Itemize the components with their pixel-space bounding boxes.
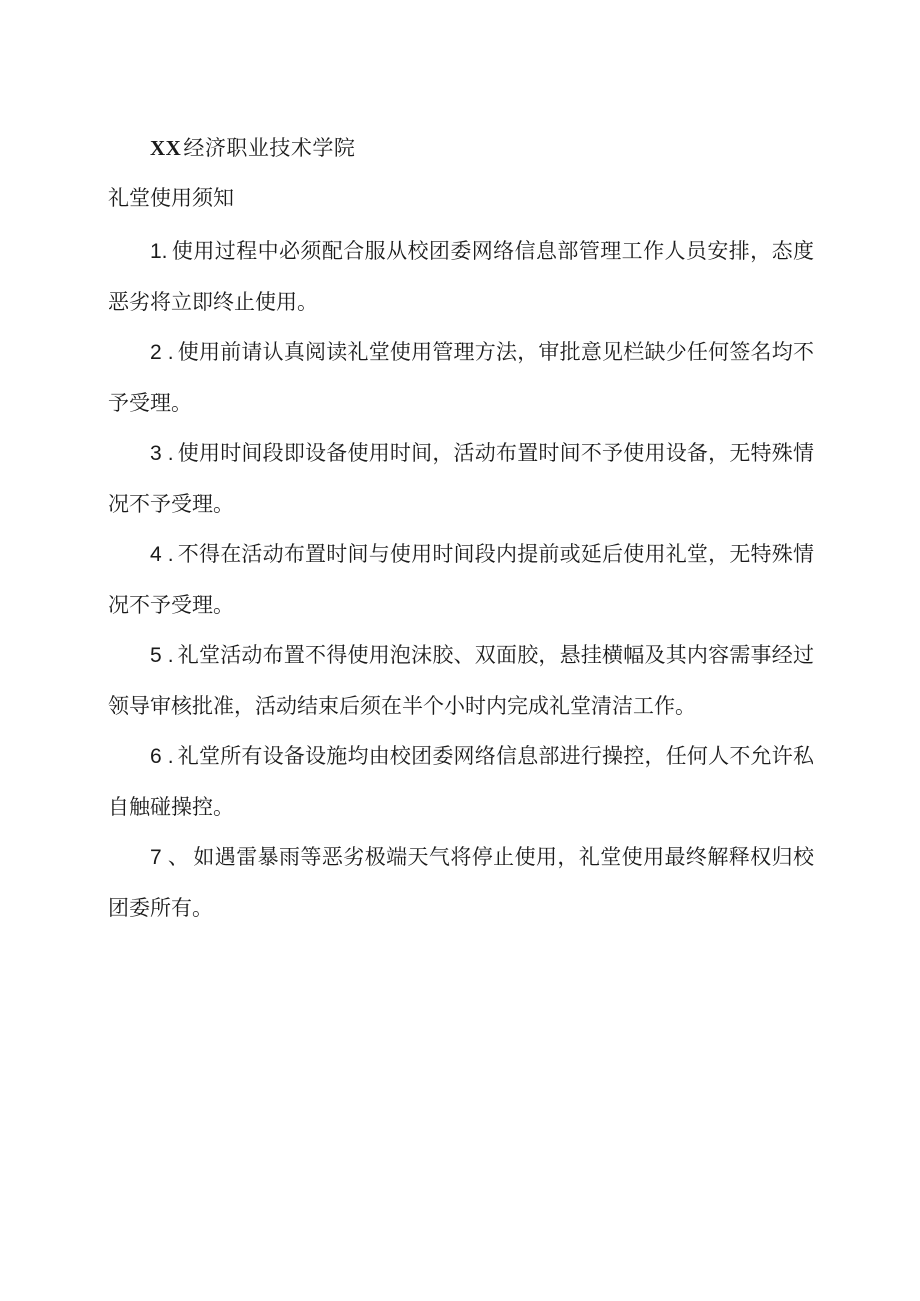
notice-item-7: [108, 832, 814, 933]
item-text: 使用前请认真阅读礼堂使用管理方法，审批意见栏缺少任何签名均不予受理。: [108, 340, 814, 415]
item-number: 6 .: [150, 745, 174, 768]
notice-item-6: [108, 731, 814, 832]
notice-item-2: [108, 327, 814, 428]
item-text: 礼堂活动布置不得使用泡沫胶、双面胶，悬挂横幅及其内容需事经过领导审核批准，活动结束后须在半个小时内完成礼堂清洁工作。: [108, 643, 814, 718]
document-title: 礼堂使用须知: [108, 186, 234, 210]
notice-list: [108, 226, 814, 933]
item-text: 如遇雷暴雨等恶劣极端天气将停止使用，礼堂使用最终解释权归校团委所有。: [108, 845, 815, 920]
item-number: 5 .: [150, 644, 174, 667]
item-text: 不得在活动布置时间与使用时间段内提前或延后使用礼堂，无特殊情况不予受理。: [108, 542, 814, 617]
notice-item-4: [108, 529, 814, 630]
notice-item-5: [108, 630, 814, 731]
notice-item-3: [108, 428, 814, 529]
item-number: 7 、: [150, 846, 190, 869]
item-number: 3 .: [150, 442, 174, 465]
item-text: 使用过程中必须配合服从校团委网络信息部管理工作人员安排，态度恶劣将立即终止使用。: [108, 239, 814, 314]
item-text: 礼堂所有设备设施均由校团委网络信息部进行操控，任何人不允许私自触碰操控。: [108, 744, 814, 819]
item-number: 2 .: [150, 341, 174, 364]
school-prefix: XX: [150, 136, 182, 160]
school-name: [150, 132, 355, 162]
school-name-text: 经济职业技术学院: [183, 136, 356, 160]
notice-item-1: [108, 226, 814, 327]
item-number: 1.: [150, 240, 168, 263]
item-number: 4 .: [150, 543, 174, 566]
item-text: 使用时间段即设备使用时间，活动布置时间不予使用设备，无特殊情况不予受理。: [108, 441, 814, 516]
